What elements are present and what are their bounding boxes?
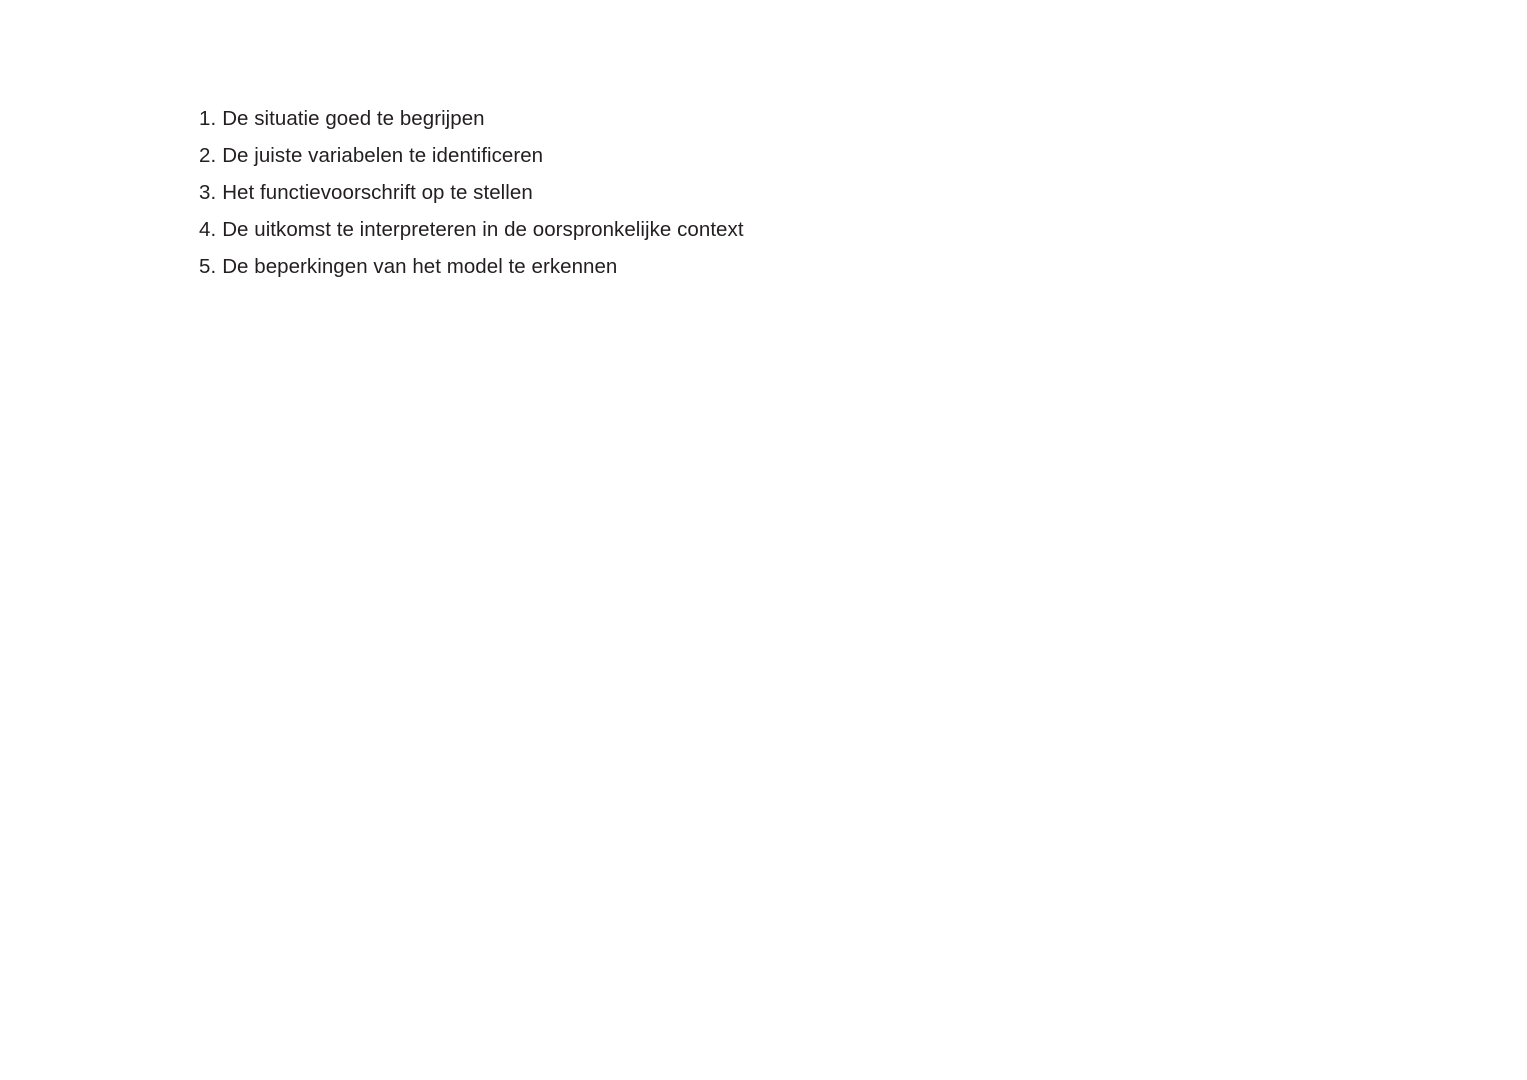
list-item <box>199 248 1349 285</box>
list-item <box>199 100 1349 137</box>
list-item-text: De juiste variabelen te identificeren <box>222 144 544 167</box>
list-item <box>199 174 1349 211</box>
list-item-marker: 4. <box>199 218 217 241</box>
list-item-text: De beperkingen van het model te erkennen <box>222 255 618 278</box>
list-item-text: De situatie goed te begrijpen <box>222 107 485 130</box>
numbered-list <box>199 100 1349 285</box>
list-item-marker: 5. <box>199 255 217 278</box>
list-item-text: De uitkomst te interpreteren in de oorspronkelijke context <box>222 218 744 241</box>
list-item-text: Het functievoorschrift op te stellen <box>222 181 533 204</box>
list-item <box>199 211 1349 248</box>
list-item-marker: 1. <box>199 107 217 130</box>
list-item <box>199 137 1349 174</box>
list-item-marker: 2. <box>199 144 217 167</box>
list-item-marker: 3. <box>199 181 217 204</box>
document-content <box>199 100 1349 285</box>
